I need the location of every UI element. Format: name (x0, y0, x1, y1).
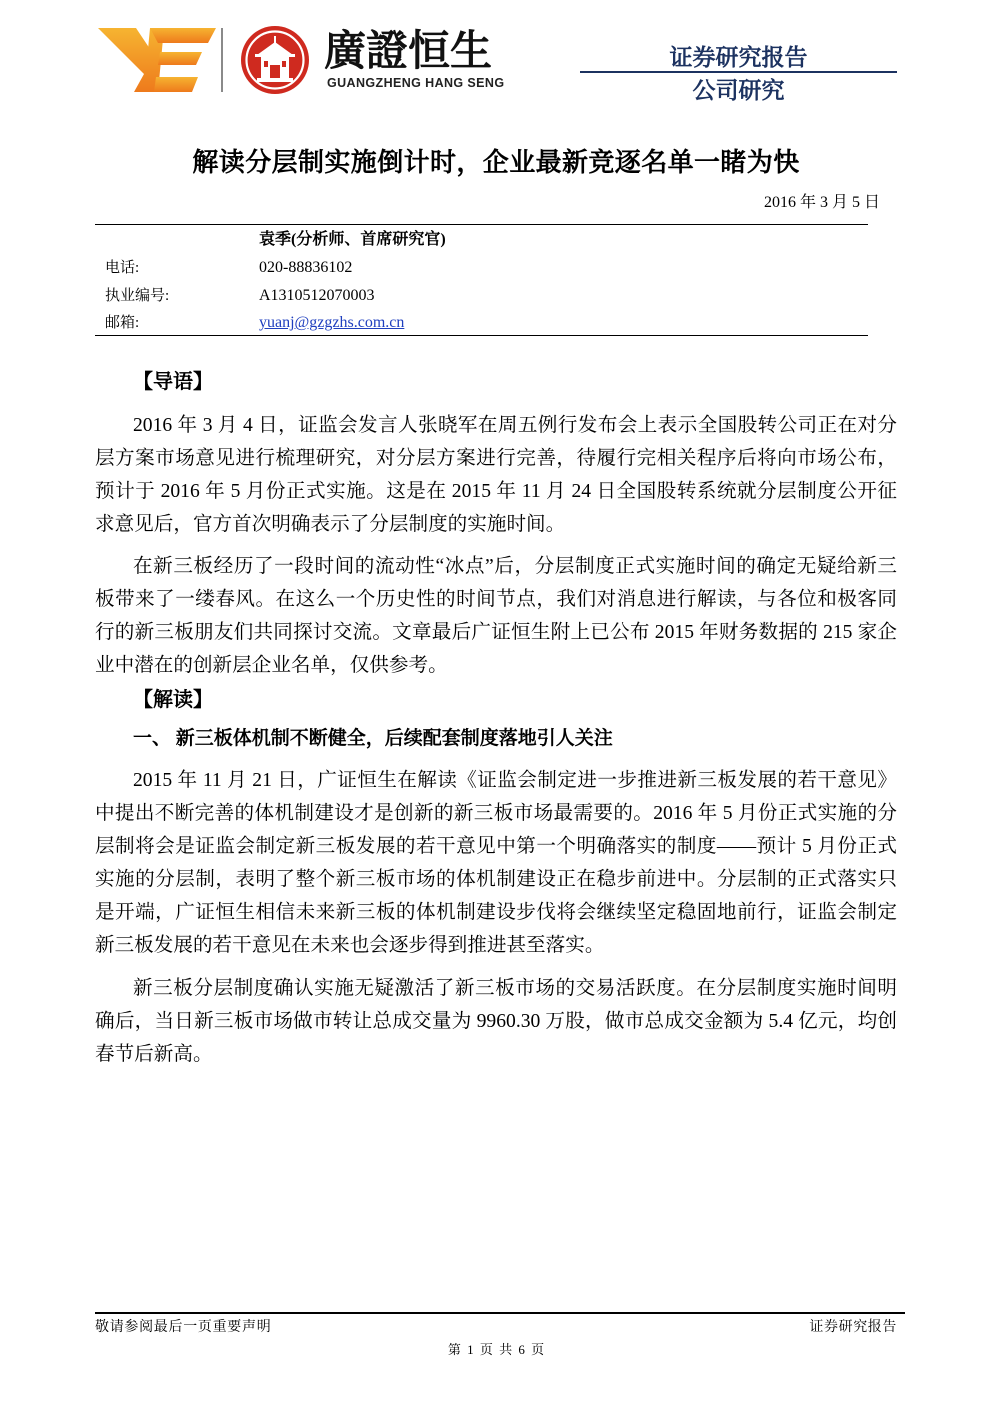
paragraph-line: 层方案市场意见进行梳理研究，对分层方案进行完善，待履行完相关程序后将向市场公布， (95, 448, 897, 469)
email-label: 邮箱: (105, 315, 140, 331)
paragraph-line: 春节后新高。 (95, 1044, 213, 1065)
paragraph-line: 2015 年 11 月 21 日，广证恒生在解读《证监会制定进一步推进新三板发展的若干意见》 (133, 770, 897, 791)
section-1-paragraph-2 (95, 972, 897, 1071)
license-value: A1310512070003 (259, 287, 375, 304)
paragraph-line: 是开端，广证恒生相信未来新三板的体机制建设步伐将会继续坚定稳固地前行，证监会制定 (95, 902, 897, 923)
logo-e-bottom-bar (154, 77, 198, 92)
brand-name-en: GUANGZHENG HANG SENG (327, 76, 505, 90)
company-seal-icon (240, 25, 310, 95)
logo-e-top-bar (150, 28, 216, 43)
report-category-label: 公司研究 (692, 77, 785, 103)
report-type-block (580, 43, 897, 104)
paragraph-line: 2016 年 3 月 4 日，证监会发言人张晓军在周五例行发布会上表示全国股转公司正在对分 (133, 415, 897, 436)
phone-label: 电话: (105, 260, 140, 276)
intro-heading: 【导语】 (133, 371, 213, 393)
paragraph-line: 层制将会是证监会制定新三板发展的若干意见中第一个明确落实的制度——预计 5 月份正式 (95, 836, 897, 857)
ye-logo-icon (98, 26, 216, 94)
page-number: 第 1 页 共 6 页 (447, 1342, 545, 1357)
paragraph-line: 新三板分层制度确认实施无疑激活了新三板市场的交易活跃度。在分层制度实施时间明 (133, 978, 897, 999)
section-1-paragraph-1 (95, 764, 897, 962)
footer-rule (95, 1312, 905, 1314)
paragraph-line: 板带来了一缕春风。在这么一个历史性的时间节点，我们对消息进行解读，与各位和极客同 (95, 589, 897, 610)
paragraph-line: 中提出不断完善的体机制建设才是创新的新三板市场最需要的。2016 年 5 月份正式实施的分 (95, 803, 897, 824)
paragraph-line: 行的新三板朋友们共同探讨交流。文章最后广证恒生附上已公布 2015 年财务数据的 215 家企 (95, 622, 897, 643)
footer-report-type: 证券研究报告 (809, 1320, 897, 1335)
report-type-label: 证券研究报告 (669, 44, 808, 70)
paragraph-line: 实施的分层制，表明了整个新三板市场的体机制建设正在稳步前进中。分层制的正式落实只 (95, 869, 897, 890)
intro-paragraph-1 (95, 409, 897, 541)
paragraph-line: 预计于 2016 年 5 月份正式实施。这是在 2015 年 11 月 24 日全国股转系统就分层制度公开征 (95, 481, 897, 502)
logo-e-middle-bar (158, 52, 202, 65)
author-block-top-rule (95, 224, 868, 225)
license-label: 执业编号: (105, 288, 170, 304)
email-link[interactable]: yuanj@gzgzhs.com.cn (259, 314, 405, 331)
document-title: 解读分层制实施倒计时，企业最新竞逐名单一睹为快 (192, 148, 800, 177)
paragraph-line: 在新三板经历了一段时间的流动性“冰点”后，分层制度正式实施时间的确定无疑给新三 (133, 556, 897, 577)
paragraph-line: 新三板发展的若干意见在未来也会逐步得到推进甚至落实。 (95, 935, 605, 956)
author-name: 袁季(分析师、首席研究官) (259, 231, 446, 248)
phone-value: 020-88836102 (259, 259, 353, 276)
footer-disclaimer: 敬请参阅最后一页重要声明 (95, 1320, 272, 1335)
intro-paragraph-2 (95, 550, 897, 682)
logo-divider (221, 28, 223, 92)
header-divider-line (580, 71, 897, 73)
brand-name-cn: 廣證恒生 (324, 27, 493, 74)
section-1-heading: 一、 新三板体机制不断健全，后续配套制度落地引人关注 (133, 728, 613, 749)
paragraph-line: 确后，当日新三板市场做市转让总成交量为 9960.30 万股，做市总成交金额为 5.4 亿元，均创 (95, 1011, 897, 1032)
analysis-heading: 【解读】 (133, 689, 213, 711)
author-block-bottom-rule (95, 335, 868, 336)
report-date: 2016 年 3 月 5 日 (763, 194, 880, 211)
paragraph-line: 业中潜在的创新层企业名单，仅供参考。 (95, 655, 448, 676)
paragraph-line: 求意见后，官方首次明确表示了分层制度的实施时间。 (95, 514, 566, 535)
